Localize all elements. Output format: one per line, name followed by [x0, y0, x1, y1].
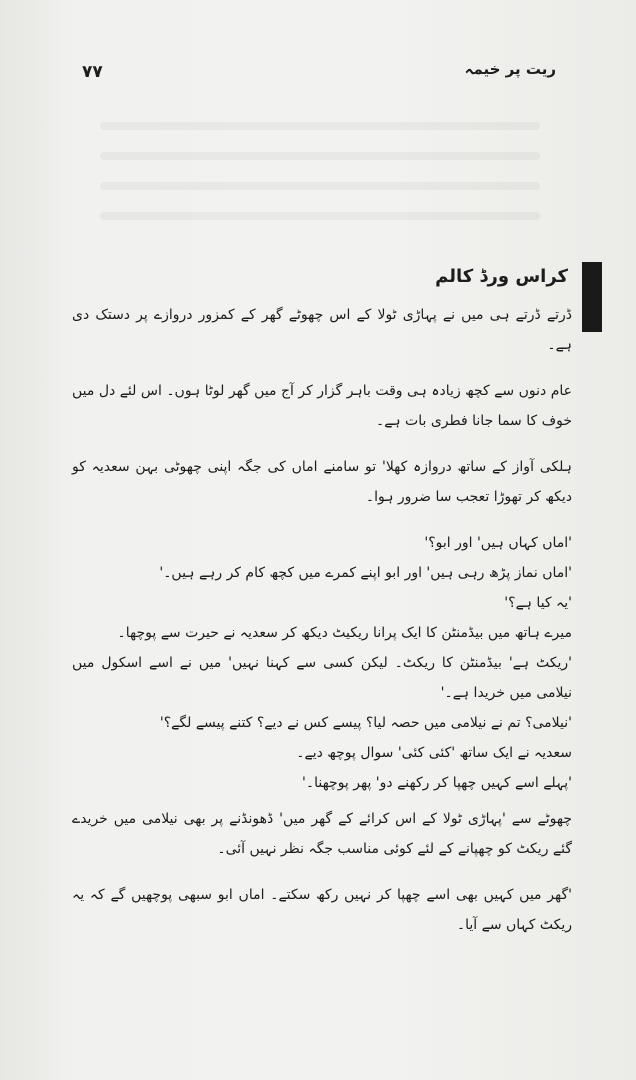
dialogue-line: 'یہ کیا ہے؟': [504, 595, 572, 611]
running-header-title: ریت پر خیمہ: [464, 60, 556, 78]
paragraph: عام دنوں سے کچھ زیادہ ہی وقت باہر گزار کر آج میں گھر لوٹا ہوں۔ اس لئے دل میں خوف کا سما جانا فطری بات ہے۔: [72, 383, 572, 429]
body-text: [72, 300, 572, 956]
section-title: کراس ورڈ کالم: [435, 266, 568, 287]
dialogue-line: 'پہلے اسے کہیں چھپا کر رکھنے دو' پھر پوچھنا۔': [302, 775, 572, 791]
dialogue-line: 'اماں کہاں ہیں' اور ابو؟': [424, 535, 572, 551]
section-title-bar: [582, 262, 602, 332]
faded-line: [100, 152, 540, 160]
dialogue-line: 'اماں نماز پڑھ رہی ہیں' اور ابو اپنے کمرے میں کچھ کام کر رہے ہیں۔': [159, 565, 572, 581]
faded-line: [100, 122, 540, 130]
dialogue-line: میرے ہاتھ میں بیڈمنٹن کا ایک پرانا ریکیٹ دیکھ کر سعدیہ نے حیرت سے پوچھا۔: [117, 625, 572, 641]
dialogue-line: سعدیہ نے ایک ساتھ 'کئی کئی' سوال پوچھ دیے۔: [296, 745, 572, 761]
paragraph: ہلکی آواز کے ساتھ دروازہ کھلا' تو سامنے اماں کی جگہ اپنی چھوٹی بہن سعدیہ کو دیکھ کر تھوڑا تعجب سا ضرور ہوا۔: [72, 459, 572, 505]
page-number: ٧٧: [82, 62, 103, 82]
paragraph: ڈرتے ڈرتے ہی میں نے پہاڑی ٹولا کے اس چھوٹے گھر کے کمزور دروازے پر دستک دی ہے۔: [72, 307, 572, 353]
faded-bleed-through-text: [100, 100, 540, 230]
dialogue-line: 'نیلامی؟ تم نے نیلامی میں حصہ لیا؟ پیسے کس نے دیے؟ کتنے پیسے لگے؟': [159, 715, 572, 731]
paragraph: چھوٹے سے 'پہاڑی ٹولا کے اس کرائے کے گھر میں' ڈھونڈنے پر بھی نیلامی میں خریدے گئے ریکٹ کو چھپانے کے لئے کوئی مناسب جگہ نظر نہیں آئی۔: [72, 811, 572, 857]
dialogue-line: 'ریکٹ ہے' بیڈمنٹن کا ریکٹ۔ لیکن کسی سے کہنا نہیں' میں نے اسے اسکول میں نیلامی میں خریدا ہے۔': [72, 655, 572, 701]
paragraph: 'گھر میں کہیں بھی اسے چھپا کر نہیں رکھ سکتے۔ اماں ابو سبھی پوچھیں گے کہ یہ ریکٹ کہاں سے آیا۔: [72, 887, 572, 933]
faded-line: [100, 182, 540, 190]
faded-line: [100, 212, 540, 220]
